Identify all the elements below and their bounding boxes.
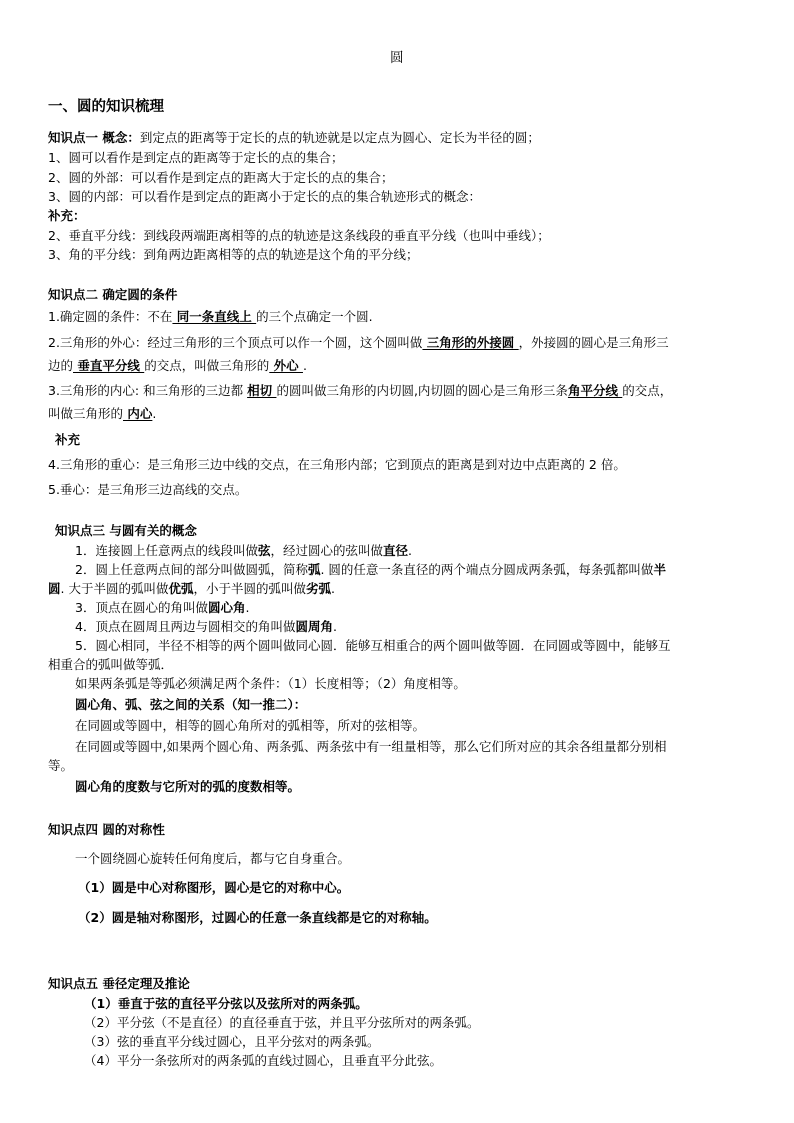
page-title: 圆	[390, 50, 404, 66]
k3-item-5: 5．圆心相同，半径不相等的两个圆叫做同心圆．能够互相重合的两个圆叫做等圆．在同圆或等圆中，能够互	[75, 638, 671, 653]
k2-supplement-item-4: 4.三角形的重心：是三角形三边中线的交点，在三角形内部；它到顶点的距离是到对边中点距离的 2 倍。	[48, 457, 626, 472]
text: 的交点，叫做三角形的	[144, 358, 270, 373]
k3-relation-3: 圆心角的度数与它所对的弧的度数相等。	[75, 779, 301, 794]
text: 3.三角形的内心: 和三角形的三边都	[48, 383, 248, 398]
k3-relation-2-cont: 等。	[48, 758, 74, 773]
text: 1．连接圆上任意两点的线段叫做	[75, 543, 258, 558]
k2-line-2	[48, 335, 669, 351]
k2-answer-blank: 相切	[247, 383, 277, 398]
text: 的圆叫做三角形的内切圆,内切圆的圆心是三角形三条	[276, 383, 568, 398]
k2-supplement-label: 补充	[55, 432, 81, 447]
term: 优弧	[168, 581, 194, 596]
k2-line-4	[48, 383, 672, 399]
term: 弦	[257, 543, 271, 558]
text: .	[245, 600, 250, 615]
text: .	[408, 543, 412, 558]
text: 2.三角形的外心：经过三角形的三个顶点可以作一个圆，这个圆叫做	[48, 335, 423, 350]
k3-relation-2: 在同圆或等圆中,如果两个圆心角、两条弧、两条弦中有一组量相等，那么它们所对应的其余各组量都分别相	[75, 739, 667, 754]
text: .	[152, 406, 157, 421]
k3-item-2	[75, 562, 666, 578]
k5-item-1: （1）垂直于弦的直径平分弦以及弦所对的两条弧。	[84, 996, 368, 1011]
text: ，外接圆的圆心是三角形三	[518, 335, 669, 350]
section-heading: 一、圆的知识梳理	[48, 99, 164, 115]
text: . 大于半圆的弧叫做	[60, 581, 169, 596]
text: 4．顶点在圆周且两边与圆相交的角叫做	[75, 619, 296, 634]
text: 的交点，	[622, 383, 673, 398]
k2-answer-blank: 内心	[123, 406, 153, 421]
text: 1.确定圆的条件：不在	[48, 309, 173, 324]
k4-axial-symmetry: （2）圆是轴对称图形，过圆心的任意一条直线都是它的对称轴。	[78, 910, 437, 925]
text: 2．圆上任意两点间的部分叫做圆弧，简称	[75, 562, 308, 577]
k1-item-3: 3、圆的内部：可以看作是到定点的距离小于定长的点的集合轨迹形式的概念：	[48, 189, 481, 204]
k1-item-2: 2、圆的外部：可以看作是到定点的距离大于定长的点的集合；	[48, 170, 394, 185]
k2-heading: 知识点二 确定圆的条件	[48, 287, 178, 302]
k5-item-3: （3）弦的垂直平分线过圆心，且平分弦对的两条弧。	[84, 1034, 380, 1049]
term: 劣弧	[306, 581, 332, 596]
k4-central-symmetry: （1）圆是中心对称图形，圆心是它的对称中心。	[78, 880, 350, 895]
k1-supplement-label: 补充：	[48, 208, 86, 223]
term: 直径	[383, 543, 409, 558]
text: 3．顶点在圆心的角叫做	[75, 600, 208, 615]
k1-item-1: 1、圆可以看作是到定点的距离等于定长的点的集合；	[48, 150, 344, 165]
k4-heading: 知识点四 圆的对称性	[48, 822, 165, 837]
k2-answer-blank: 三角形的外接圆	[422, 335, 519, 350]
k3-item-4	[75, 619, 337, 635]
k3-item-3	[75, 600, 249, 616]
k1-definition: 到定点的距离等于定长的点的轨迹就是以定点为圆心、定长为半径的圆；	[139, 130, 540, 145]
text: ，经过圆心的弦叫做	[270, 543, 383, 558]
k5-heading: 知识点五 垂径定理及推论	[48, 976, 190, 991]
term: 弧	[307, 562, 321, 577]
k2-answer-blank: 外心	[269, 358, 303, 373]
k4-rotation-text: 一个圆绕圆心旋转任何角度后，都与它自身重合。	[75, 851, 351, 866]
k2-supplement-item-5: 5.垂心：是三角形三边高线的交点。	[48, 482, 248, 497]
k3-relation-1: 在同圆或等圆中，相等的圆心角所对的弧相等，所对的弦相等。	[75, 718, 426, 733]
text: . 圆的任意一条直径的两个端点分圆成两条弧，每条弧都叫做	[320, 562, 654, 577]
k3-item-1	[75, 543, 412, 559]
k2-line-5	[48, 406, 156, 422]
text: ，小于半圆的弧叫做	[193, 581, 306, 596]
k2-line-3	[48, 358, 307, 374]
term: 圆心角	[207, 600, 246, 615]
k2-line-1	[48, 309, 373, 325]
k3-relation-heading: 圆心角、弧、弦之间的关系（知一推二）：	[75, 697, 307, 712]
text: 边的	[48, 358, 74, 373]
text: .	[332, 619, 337, 634]
k1-supplement-item-1: 2、垂直平分线：到线段两端距离相等的点的轨迹是这条线段的垂直平分线（也叫中垂线）；	[48, 228, 550, 243]
k2-answer-blank: 同一条直线上	[172, 309, 257, 324]
k5-item-4: （4）平分一条弦所对的两条弧的直线过圆心，且垂直平分此弦。	[84, 1053, 442, 1068]
k3-item-5-cont: 相重合的弧叫做等弧．	[48, 657, 174, 672]
term: 圆周角	[295, 619, 333, 634]
k3-item-2-cont	[48, 581, 335, 597]
text: 的三个点确定一个圆.	[256, 309, 373, 324]
k3-heading: 知识点三 与圆有关的概念	[55, 523, 197, 538]
k2-answer-blank: 垂直平分线	[73, 358, 145, 373]
k1-heading: 知识点一 概念：	[48, 130, 140, 145]
k1-supplement-item-2: 3、角的平分线：到角两边距离相等的点的轨迹是这个角的平分线；	[48, 247, 419, 262]
text: 叫做三角形的	[48, 406, 124, 421]
k2-answer-blank: 角平分线	[567, 383, 623, 398]
text: .	[331, 581, 335, 596]
k3-equal-arc-condition: 如果两条弧是等弧必须满足两个条件：（1）长度相等；（2）角度相等。	[75, 676, 466, 691]
text: .	[302, 358, 307, 373]
term: 半	[653, 562, 666, 577]
k5-item-2: （2）平分弦（不是直径）的直径垂直于弦，并且平分弦所对的两条弧。	[84, 1015, 480, 1030]
term: 圆	[48, 581, 61, 596]
k1-line	[48, 130, 540, 146]
